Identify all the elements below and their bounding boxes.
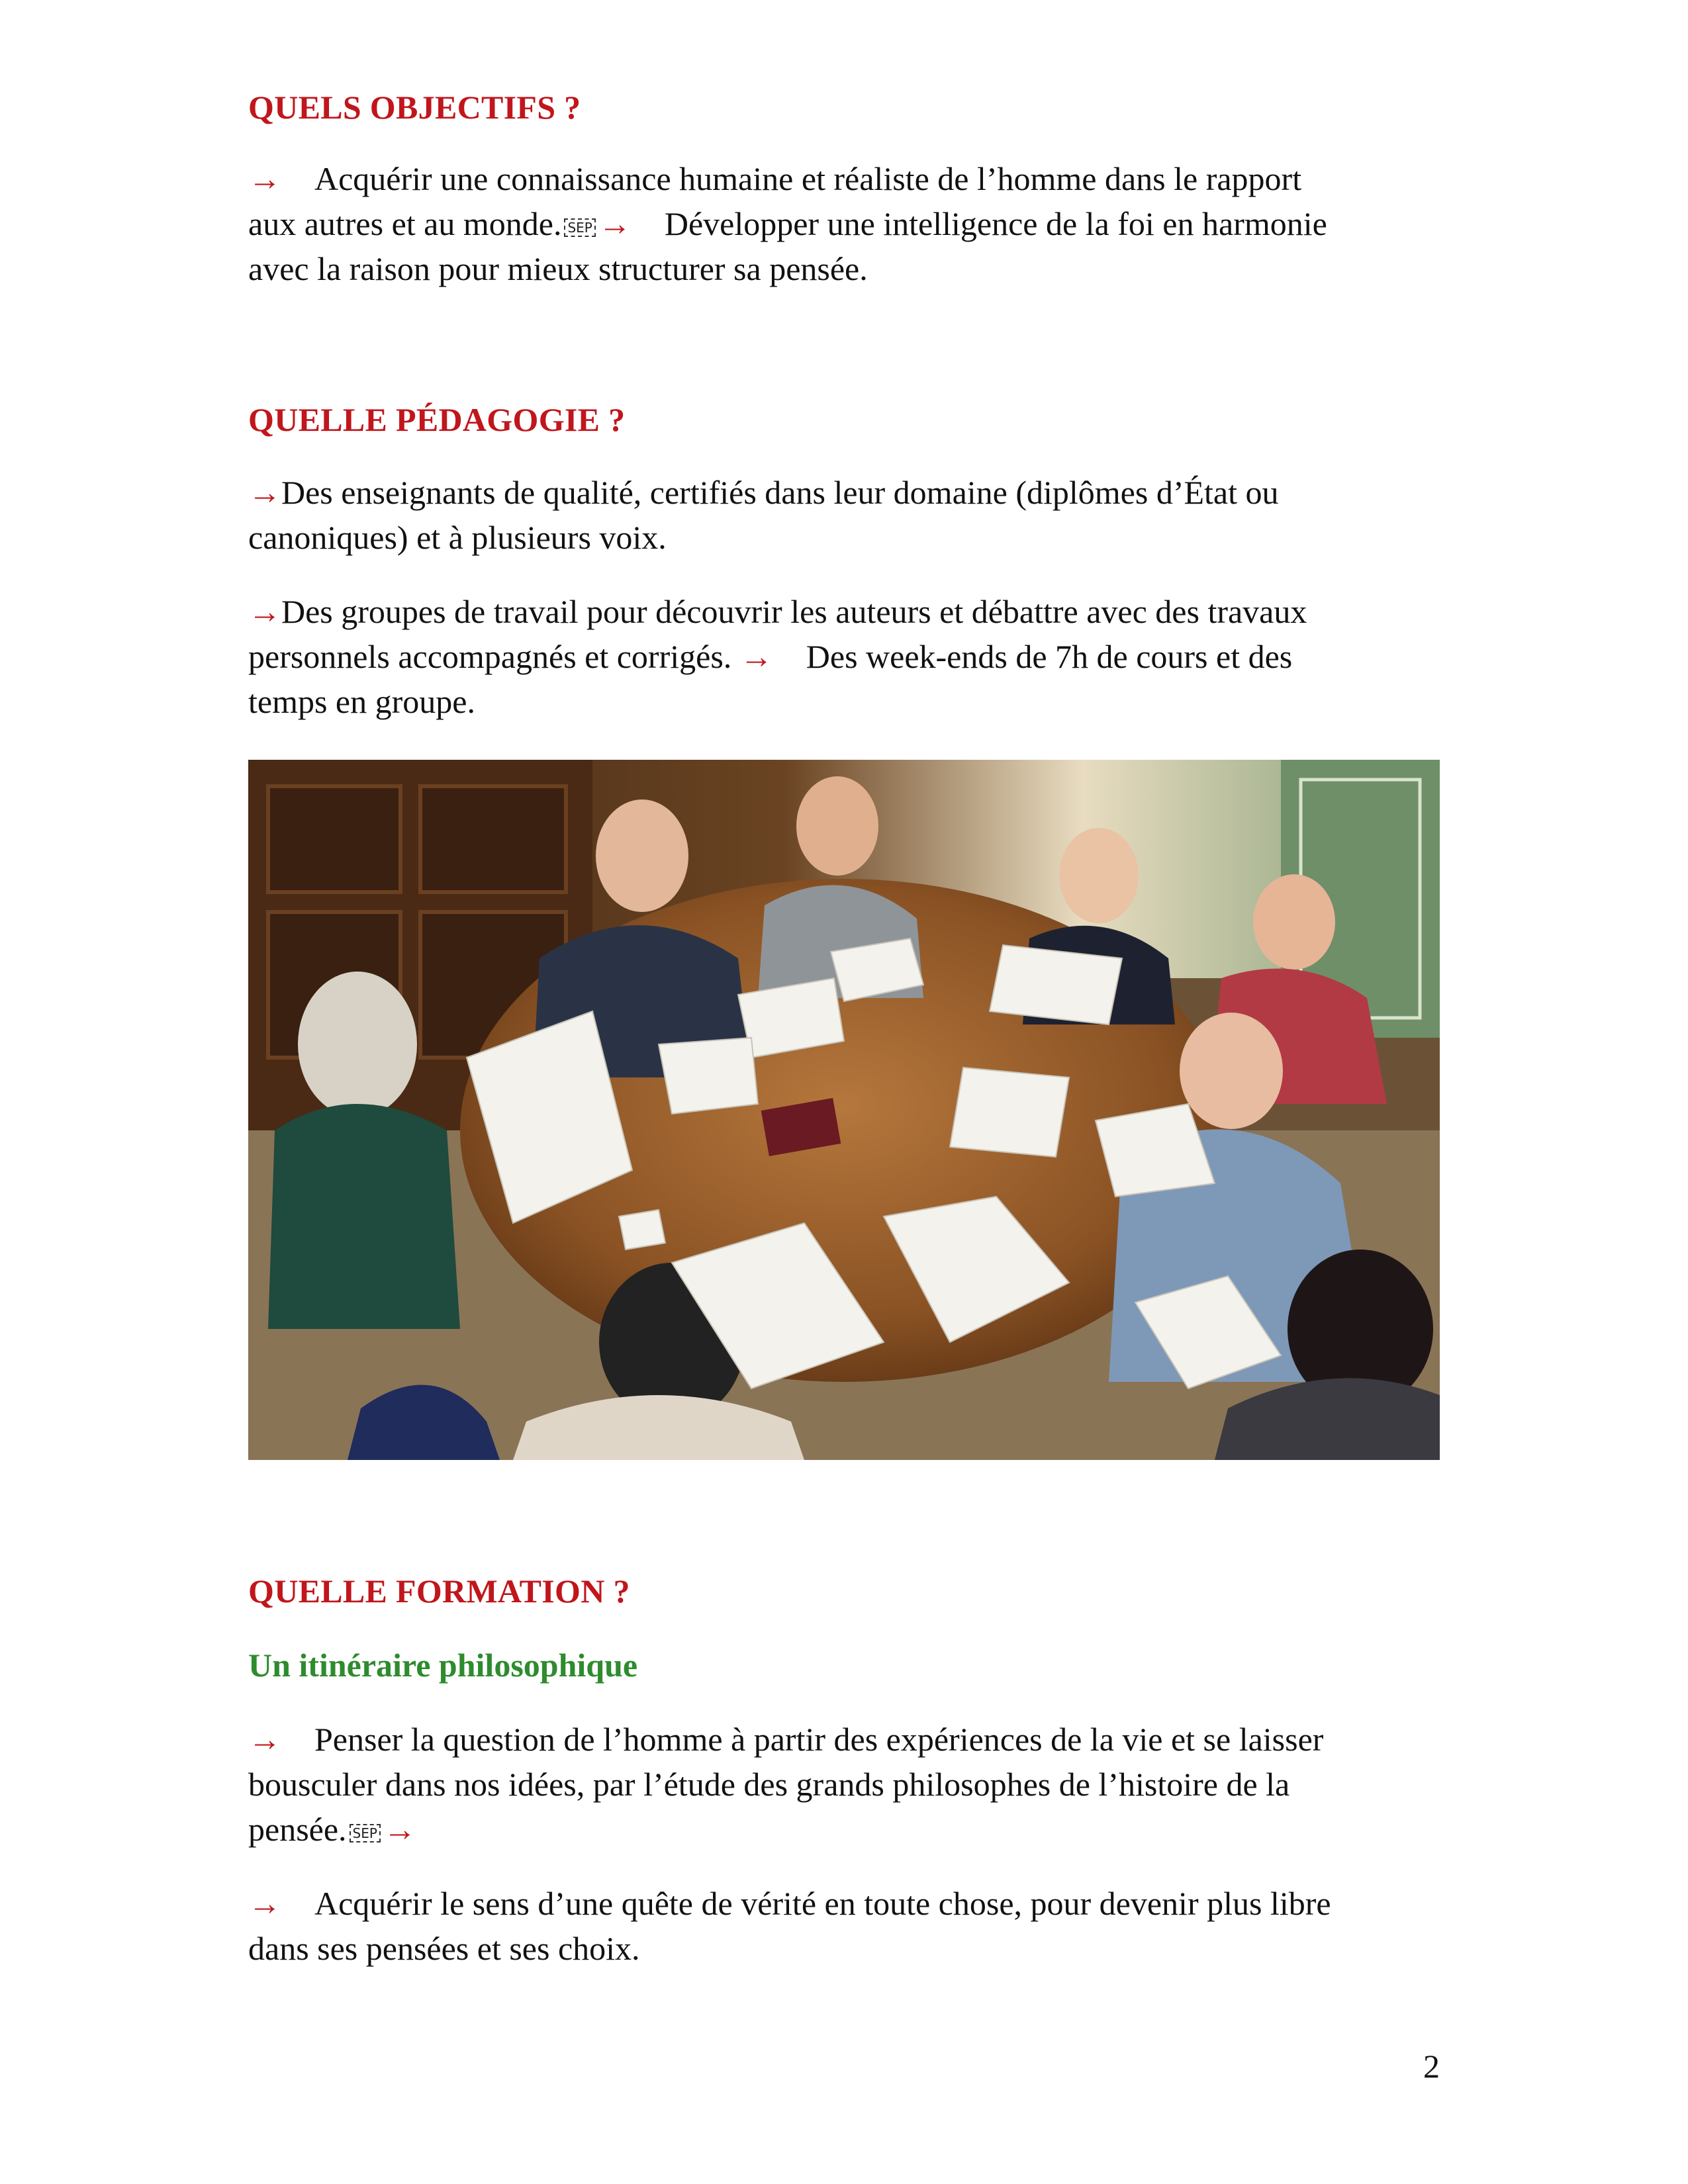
pedagogie-text-5: Des week-ends de 7h de cours et des — [806, 638, 1293, 675]
pedagogie-text-4: personnels accompagnés et corrigés. — [248, 638, 732, 675]
objectifs-text-2: aux autres et au monde. — [248, 205, 562, 242]
arrow-icon: → — [248, 474, 281, 511]
paragraph-formation-2 — [248, 1881, 1440, 1971]
arrow-icon: → — [248, 1885, 281, 1922]
arrow-icon: → — [598, 205, 632, 242]
arrow-icon: → — [739, 638, 773, 675]
heading-objectifs: QUELS OBJECTIFS ? — [248, 89, 581, 126]
page-content — [248, 86, 1440, 724]
pedagogie-text-1: Des enseignants de qualité, certifiés dans leur domaine (diplômes d’État ou — [281, 474, 1279, 511]
arrow-icon: → — [248, 160, 281, 197]
group-study-photo — [248, 760, 1440, 1460]
pedagogie-text-2: canoniques) et à plusieurs voix. — [248, 519, 667, 556]
subheading-itineraire: Un itinéraire philosophique — [248, 1647, 638, 1684]
objectifs-text-1: Acquérir une connaissance humaine et réaliste de l’homme dans le rapport — [314, 160, 1302, 197]
formation-text-4: Acquérir le sens d’une quête de vérité en toute chose, pour devenir plus libre — [314, 1885, 1331, 1922]
pedagogie-text-3: Des groupes de travail pour découvrir les auteurs et débattre avec des travaux — [281, 593, 1307, 630]
paragraph-pedagogie-2 — [248, 589, 1440, 724]
objectifs-text-3: Développer une intelligence de la foi en harmonie — [664, 205, 1327, 242]
formation-text-2: bousculer dans nos idées, par l’étude des grands philosophes de l’histoire de la — [248, 1766, 1290, 1803]
paragraph-objectifs — [248, 156, 1440, 291]
sep-marker: SEP — [350, 1824, 381, 1843]
pedagogie-text-6: temps en groupe. — [248, 683, 475, 720]
paragraph-formation-1 — [248, 1717, 1440, 1852]
objectifs-text-4: avec la raison pour mieux structurer sa pensée. — [248, 250, 868, 287]
paragraph-pedagogie-1 — [248, 470, 1440, 560]
arrow-icon: → — [248, 1721, 281, 1758]
arrow-icon: → — [248, 593, 281, 630]
formation-text-5: dans ses pensées et ses choix. — [248, 1930, 640, 1967]
heading-pedagogie: QUELLE PÉDAGOGIE ? — [248, 401, 626, 438]
formation-text-3: pensée. — [248, 1811, 347, 1848]
heading-formation: QUELLE FORMATION ? — [248, 1572, 630, 1610]
formation-section — [248, 1570, 1440, 1971]
arrow-icon: → — [383, 1811, 416, 1848]
page-number: 2 — [1423, 2048, 1440, 2085]
sep-marker: SEP — [564, 218, 595, 237]
formation-text-1: Penser la question de l’homme à partir des expériences de la vie et se laisser — [314, 1721, 1324, 1758]
